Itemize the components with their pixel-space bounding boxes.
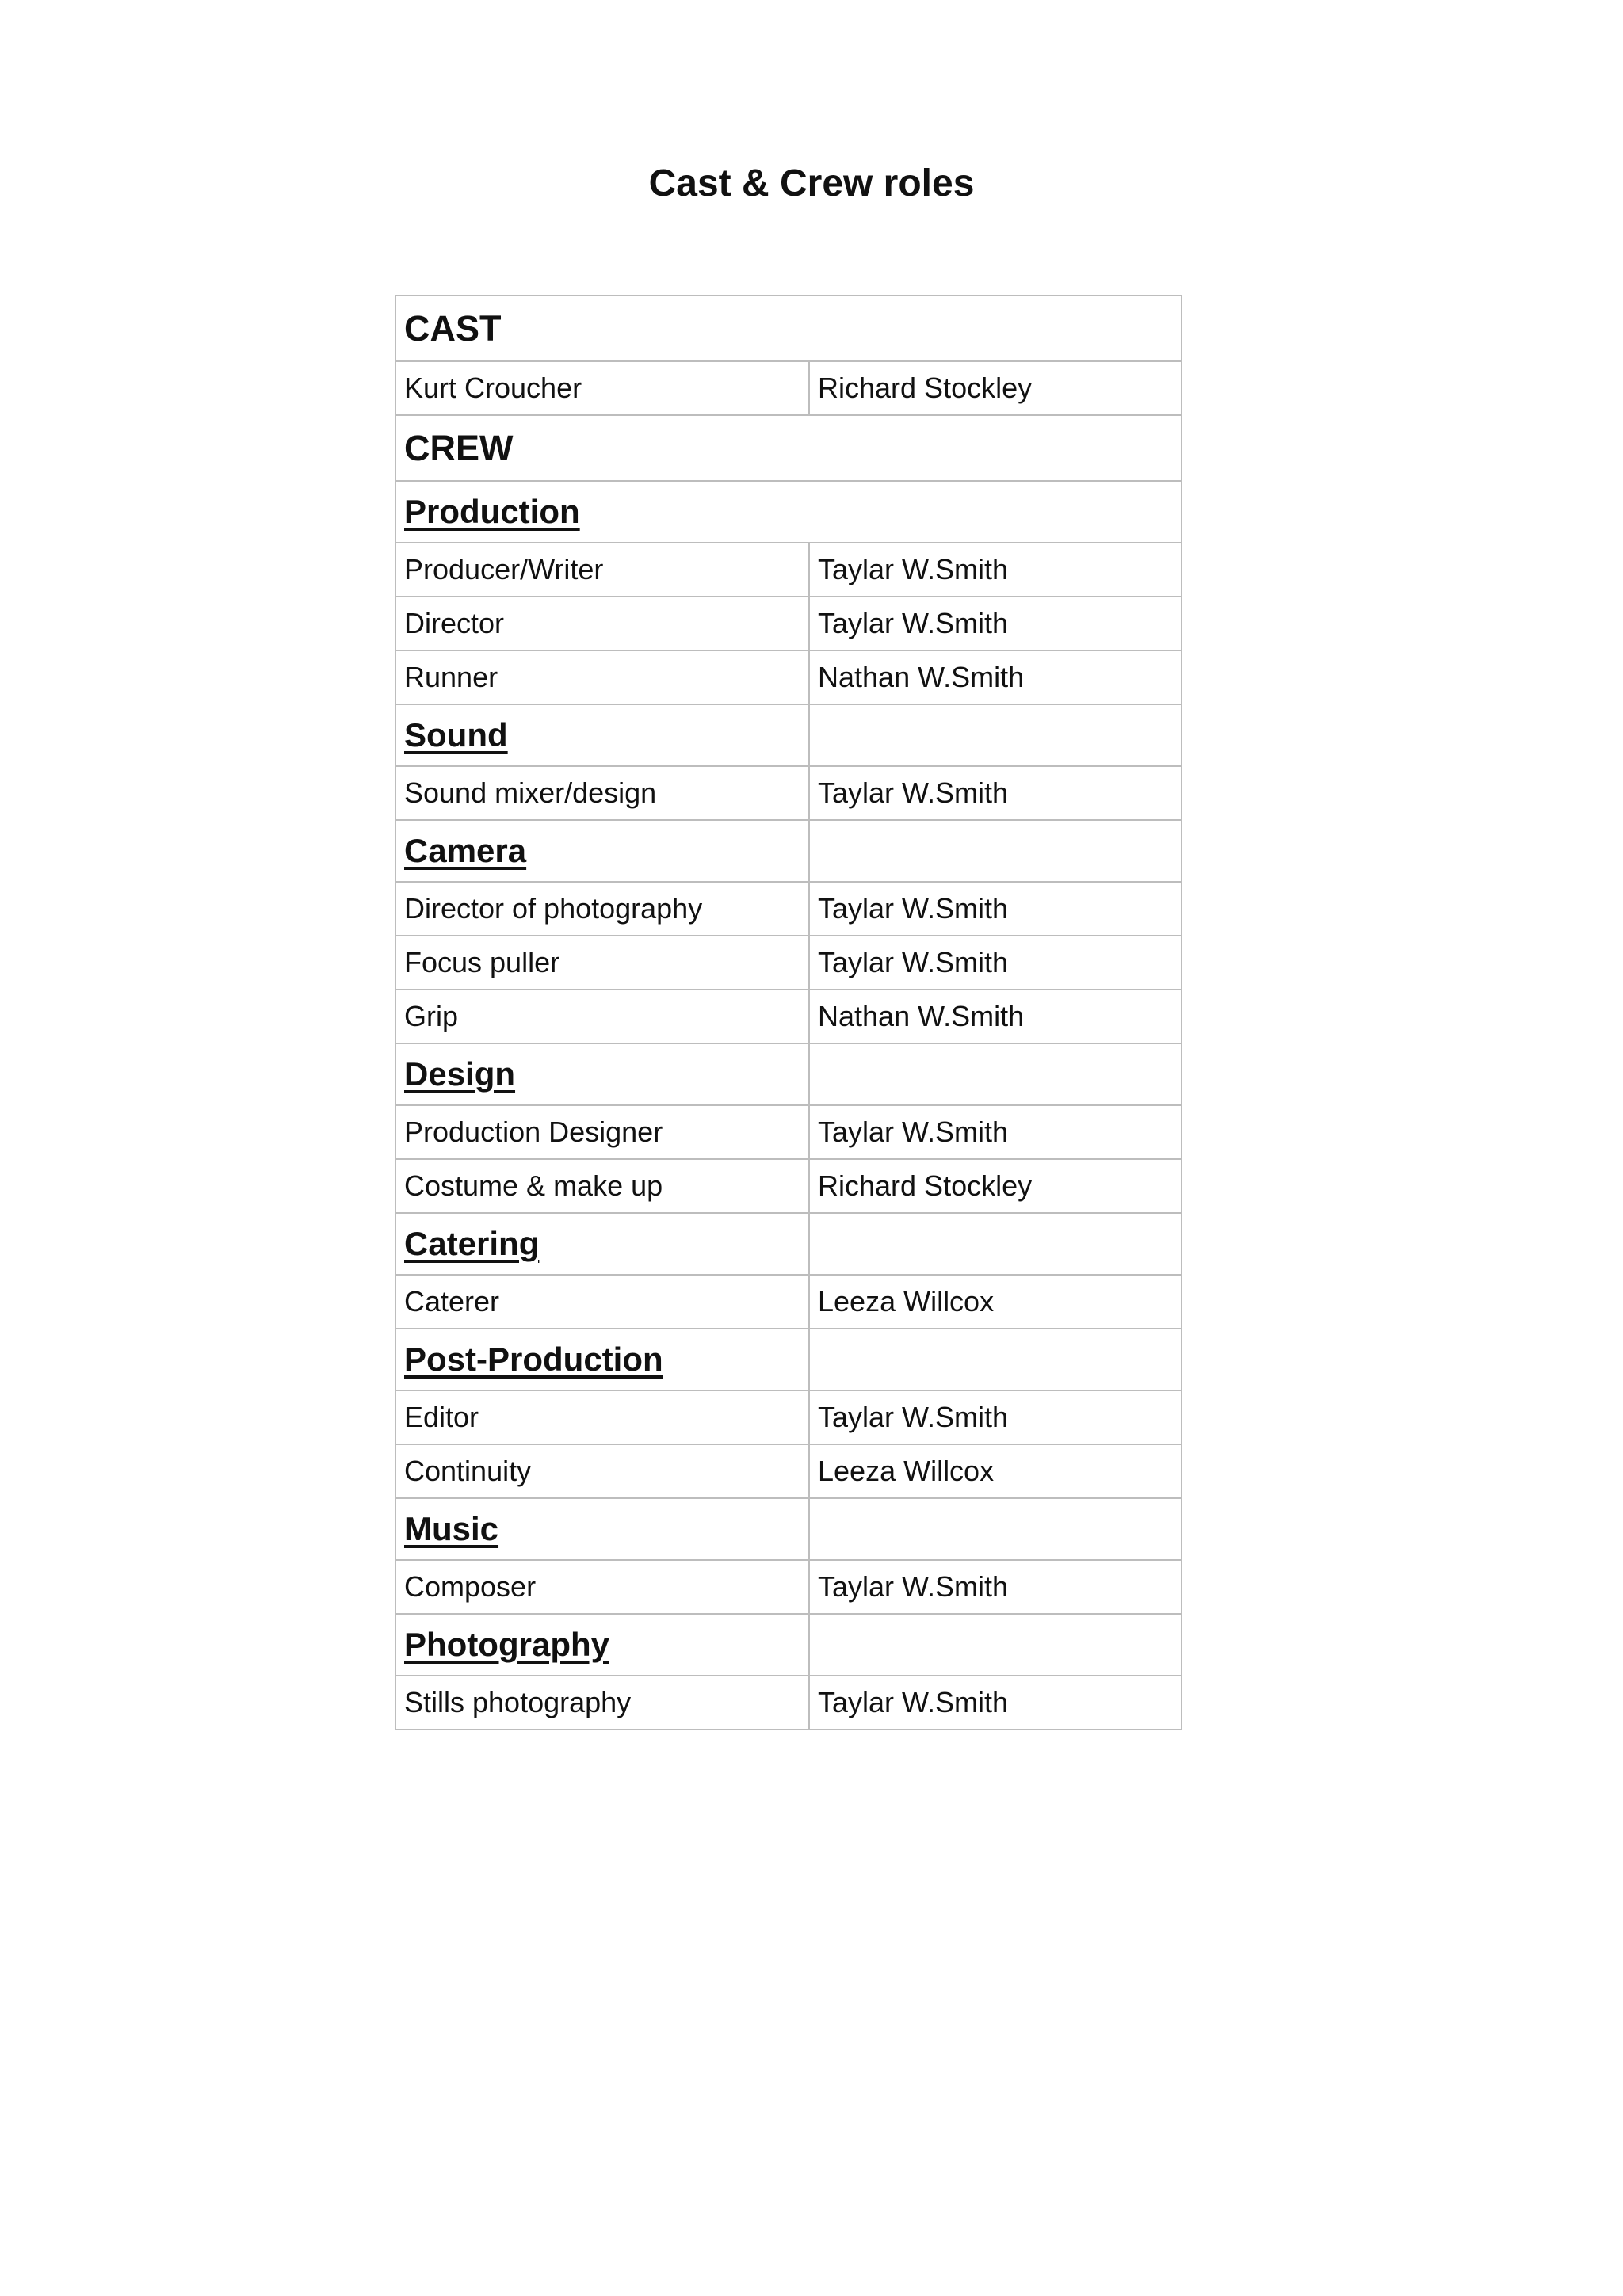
role-cell: Director [395,597,809,650]
person-cell: Taylar W.Smith [809,1676,1182,1730]
section-heading-design: Design [404,1055,516,1093]
empty-cell [809,1213,1182,1275]
section-cell [395,704,809,766]
section-cell [395,1329,809,1390]
table-row [395,1444,1182,1498]
section-row-catering [395,1213,1182,1275]
table-row [395,543,1182,597]
section-cell [395,1614,809,1676]
section-cell [395,1213,809,1275]
role-cell: Costume & make up [395,1159,809,1213]
role-cell: Composer [395,1560,809,1614]
person-cell: Taylar W.Smith [809,936,1182,990]
role-cell: Producer/Writer [395,543,809,597]
role-cell: Sound mixer/design [395,766,809,820]
role-cell: Caterer [395,1275,809,1329]
section-heading-post-production: Post-Production [404,1341,663,1378]
section-cell [395,820,809,882]
table-row [395,1390,1182,1444]
person-cell: Richard Stockley [809,1159,1182,1213]
table-row [395,766,1182,820]
empty-cell [809,1614,1182,1676]
role-cell: Grip [395,990,809,1043]
person-cell: Taylar W.Smith [809,597,1182,650]
section-row-photography [395,1614,1182,1676]
section-heading-production: Production [404,493,580,530]
person-cell: Taylar W.Smith [809,1560,1182,1614]
section-heading-photography: Photography [404,1626,609,1663]
empty-cell [809,1043,1182,1105]
person-cell: Taylar W.Smith [809,1390,1182,1444]
empty-cell [809,704,1182,766]
person-cell: Leeza Willcox [809,1275,1182,1329]
person-cell: Taylar W.Smith [809,882,1182,936]
role-cell: Continuity [395,1444,809,1498]
section-cell [395,1043,809,1105]
role-cell: Production Designer [395,1105,809,1159]
crew-heading-row [395,415,1182,481]
role-cell: Director of photography [395,882,809,936]
table-row [395,1275,1182,1329]
page-title: Cast & Crew roles [648,162,975,204]
crew-heading: CREW [395,415,1182,481]
section-cell [395,1498,809,1560]
cast-role-cell: Richard Stockley [809,361,1182,415]
table-row [395,361,1182,415]
table-row [395,650,1182,704]
empty-cell [809,1498,1182,1560]
section-row-sound [395,704,1182,766]
section-heading-camera: Camera [404,832,527,869]
section-row-production [395,481,1182,543]
table-row [395,1105,1182,1159]
table-row [395,1560,1182,1614]
roles-table [395,295,1182,1730]
role-cell: Editor [395,1390,809,1444]
section-heading-music: Music [404,1510,499,1547]
table-row [395,882,1182,936]
section-heading-sound: Sound [404,716,508,753]
table-row [395,936,1182,990]
empty-cell [809,1329,1182,1390]
table-row [395,597,1182,650]
cast-heading: CAST [395,296,1182,361]
person-cell: Nathan W.Smith [809,650,1182,704]
roles-table-body [395,296,1182,1730]
empty-cell [809,820,1182,882]
person-cell: Nathan W.Smith [809,990,1182,1043]
cast-heading-row [395,296,1182,361]
section-heading-catering: Catering [404,1225,540,1262]
section-row-music [395,1498,1182,1560]
section-row-camera [395,820,1182,882]
person-cell: Taylar W.Smith [809,766,1182,820]
person-cell: Taylar W.Smith [809,1105,1182,1159]
section-cell [395,481,1182,543]
table-row [395,1159,1182,1213]
person-cell: Leeza Willcox [809,1444,1182,1498]
section-row-design [395,1043,1182,1105]
role-cell: Focus puller [395,936,809,990]
role-cell: Runner [395,650,809,704]
table-row [395,1676,1182,1730]
cast-actor-cell: Kurt Croucher [395,361,809,415]
person-cell: Taylar W.Smith [809,543,1182,597]
role-cell: Stills photography [395,1676,809,1730]
table-row [395,990,1182,1043]
section-row-post-production [395,1329,1182,1390]
